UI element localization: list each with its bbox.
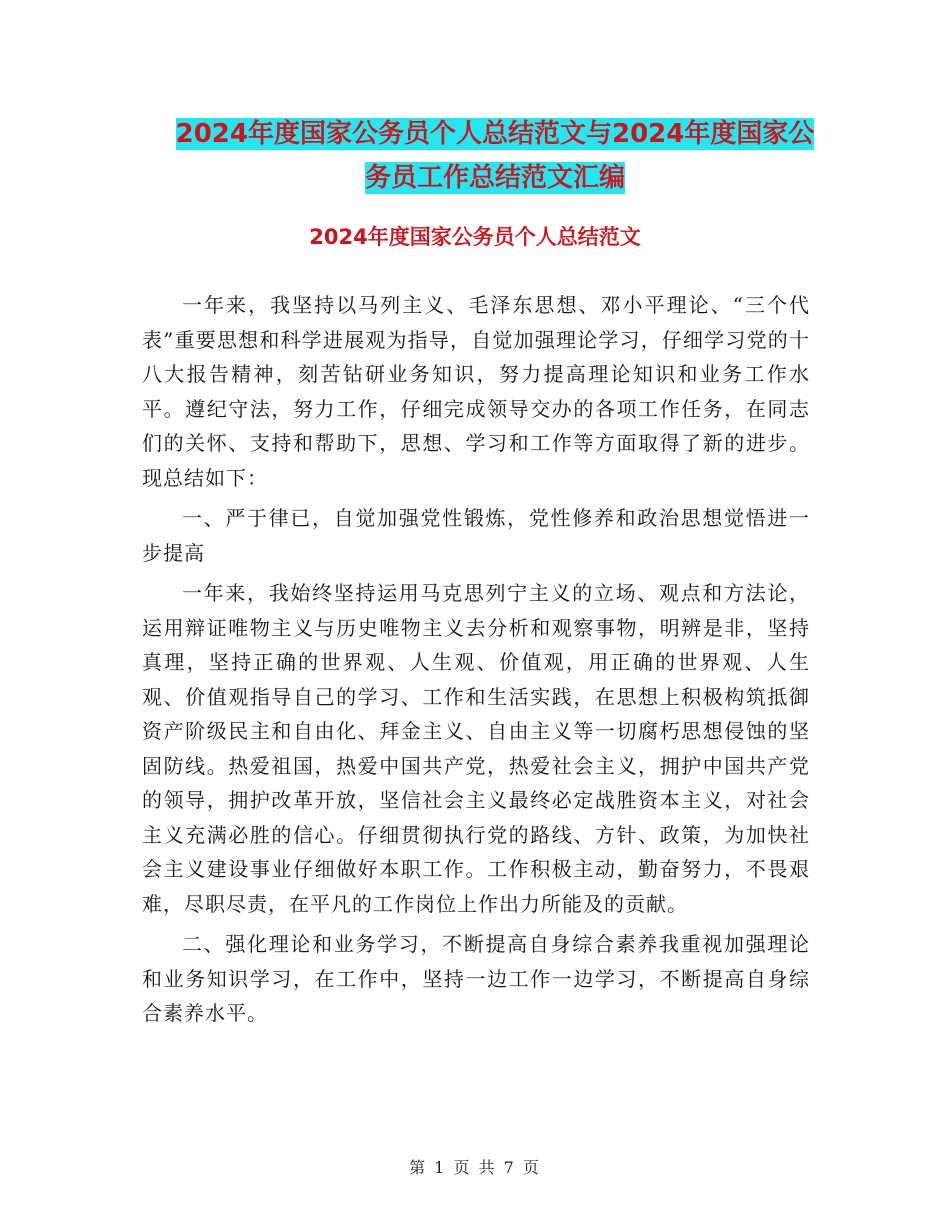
document-title: [140, 112, 850, 200]
page-footer: 第 1 页 共 7 页: [409, 1158, 541, 1177]
document-body: [142, 288, 810, 1037]
section-title: 2024年度国家公务员个人总结范文: [309, 225, 641, 249]
paragraph-heading-2: 二、强化理论和业务学习，不断提高自身综合素养我重视加强理论和业务知识学习，在工作中，坚持一边工作一边学习，不断提高自身综合素养水平。: [142, 932, 810, 1025]
document-title-line-2: 务员工作总结范文汇编: [364, 163, 625, 193]
paragraph-heading-1: 一、严于律已，自觉加强党性锻炼，党性修养和政治思想觉悟进一步提高: [142, 506, 810, 565]
paragraph-intro: 一年来，我坚持以马列主义、毛泽东思想、邓小平理论、“三个代表”重要思想和科学进展观为指导，自觉加强理论学习，仔细学习党的十八大报告精神，刻苦钻研业务知识，努力提高理论知识和业务工作水平。遵纪守法，努力工作，仔细完成领导交办的各项工作任务，在同志们的关怀、支持和帮助下，思想、学习和工作等方面取得了新的进步。现总结如下：: [142, 293, 810, 490]
paragraph-body-1: 一年来，我始终坚持运用马克思列宁主义的立场、观点和方法论，运用辩证唯物主义与历史唯物主义去分析和观察事物，明辨是非，坚持真理，坚持正确的世界观、人生观、价值观，用正确的世界观、人生观、价值观指导自己的学习、工作和生活实践，在思想上积极构筑抵御资产阶级民主和自由化、拜金主义、自由主义等一切腐朽思想侵蚀的坚固防线。热爱祖国，热爱中国共产党，热爱社会主义，拥护中国共产党的领导，拥护改革开放，坚信社会主义最终必定战胜资本主义，对社会主义充满必胜的信心。仔细贯彻执行党的路线、方针、政策，为加快社会主义建设事业仔细做好本职工作。工作积极主动，勤奋努力，不畏艰难，尽职尽责，在平凡的工作岗位上作出力所能及的贡献。: [142, 581, 810, 916]
document-title-line-1: 2024年度国家公务员个人总结范文与2024年度国家公: [175, 119, 815, 149]
